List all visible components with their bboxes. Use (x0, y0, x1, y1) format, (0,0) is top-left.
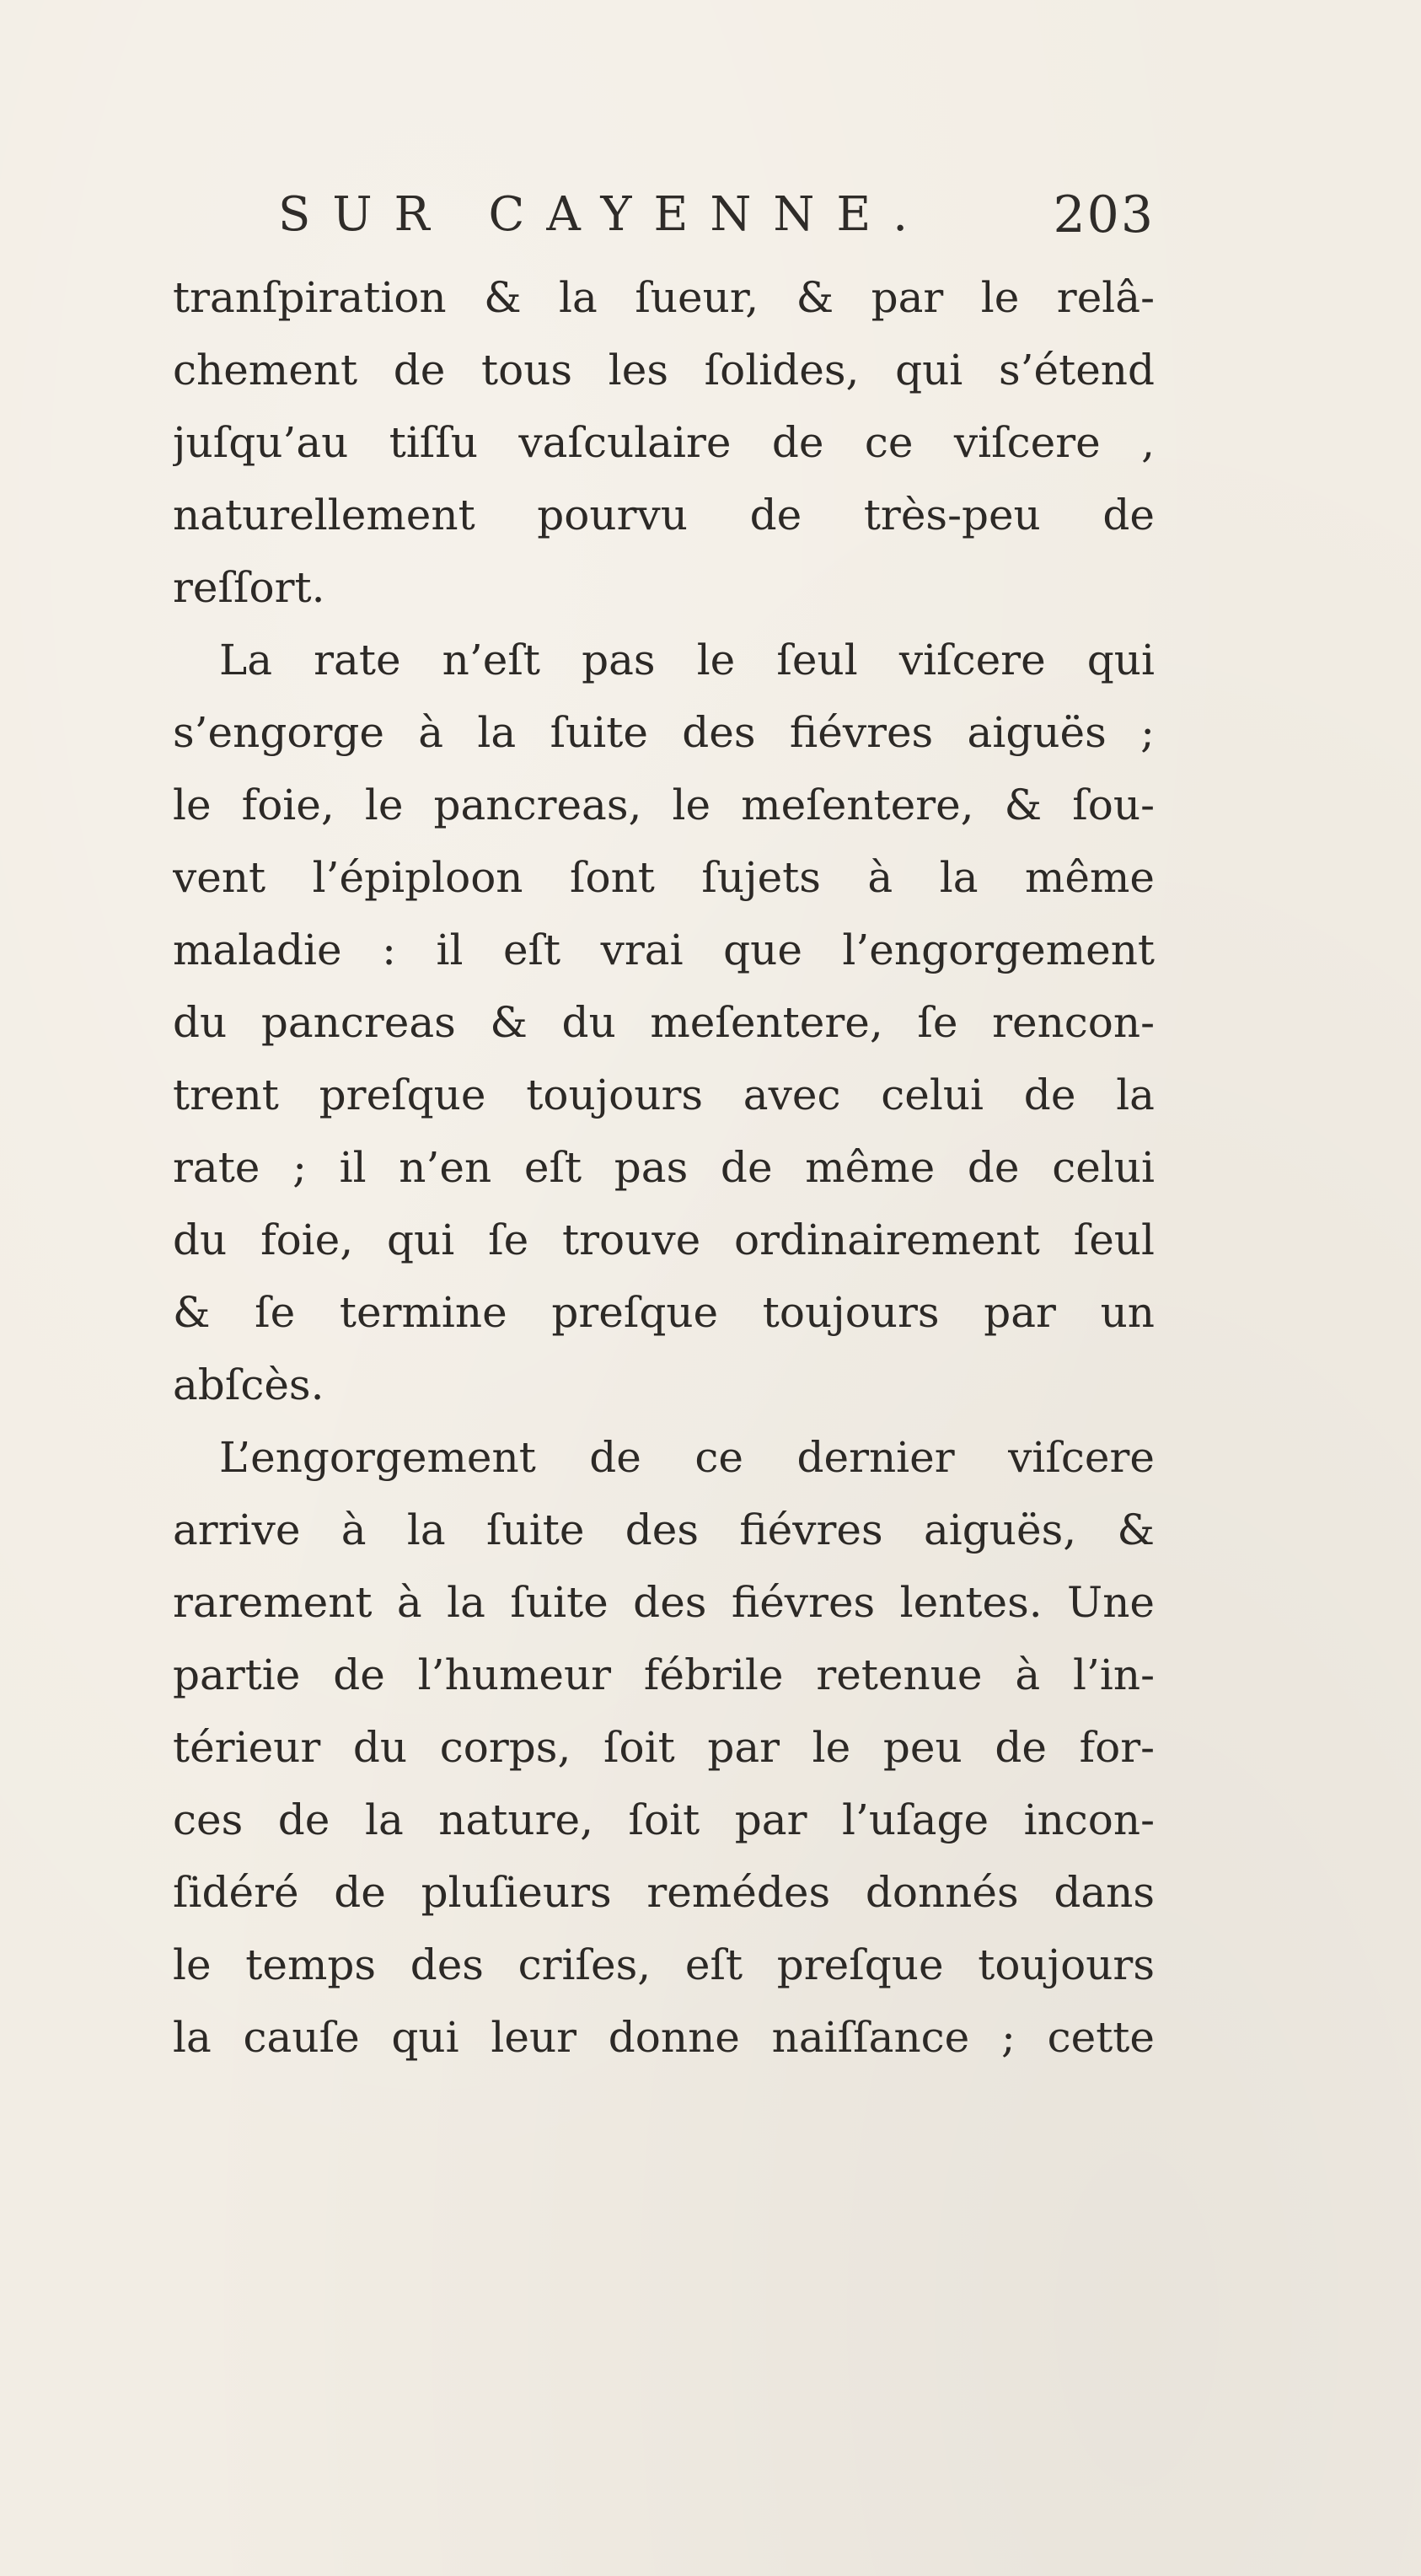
text-line: naturellement pourvu de très-peu de (173, 491, 1155, 539)
page-number: 203 (1053, 185, 1155, 244)
text-line: s’engorge à la ſuite des fiévres aiguës ; (173, 708, 1155, 757)
page-header (278, 173, 1155, 257)
text-line: tranſpiration & la ſueur, & par le relâ- (173, 273, 1155, 322)
text-line: reſſort. (173, 563, 325, 612)
text-line: chement de tous les ſolides, qui s’étend (173, 346, 1155, 394)
text-line: arrive à la ſuite des fiévres aiguës, & (173, 1505, 1155, 1554)
text-line: la cauſe qui leur donne naiſſance ; cette (173, 2013, 1155, 2062)
text-line: trent preſque toujours avec celui de la (173, 1071, 1155, 1119)
text-line: térieur du corps, ſoit par le peu de for- (173, 1723, 1155, 1772)
text-line: La rate n’eſt pas le ſeul viſcere qui (219, 636, 1155, 684)
text-line: du foie, qui ſe trouve ordinairement ſeul (173, 1216, 1155, 1264)
text-line: du pancreas & du meſentere, ſe rencon- (173, 998, 1155, 1047)
text-line: maladie : il eſt vrai que l’engorgement (173, 926, 1155, 974)
body-text (173, 261, 1155, 2116)
text-line: partie de l’humeur fébrile retenue à l’in- (173, 1650, 1155, 1699)
text-line: rarement à la ſuite des fiévres lentes. Une (173, 1578, 1155, 1627)
text-line: le foie, le pancreas, le meſentere, & ſou- (173, 781, 1155, 829)
text-line: L’engorgement de ce dernier viſcere (219, 1433, 1155, 1482)
text-line: abſcès. (173, 1360, 324, 1409)
running-title: SUR CAYENNE. (278, 187, 930, 242)
text-line: vent l’épiploon ſont ſujets à la même (173, 853, 1155, 902)
text-line: ces de la nature, ſoit par l’uſage incon- (173, 1795, 1155, 1844)
text-line: ſidéré de pluſieurs remédes donnés dans (173, 1868, 1155, 1917)
text-line: juſqu’au tiſſu vaſculaire de ce viſcere , (173, 418, 1155, 467)
text-line: & ſe termine preſque toujours par un (173, 1288, 1155, 1337)
text-line: rate ; il n’en eſt pas de même de celui (173, 1143, 1155, 1192)
text-line: le temps des criſes, eſt preſque toujours (173, 1940, 1155, 1989)
